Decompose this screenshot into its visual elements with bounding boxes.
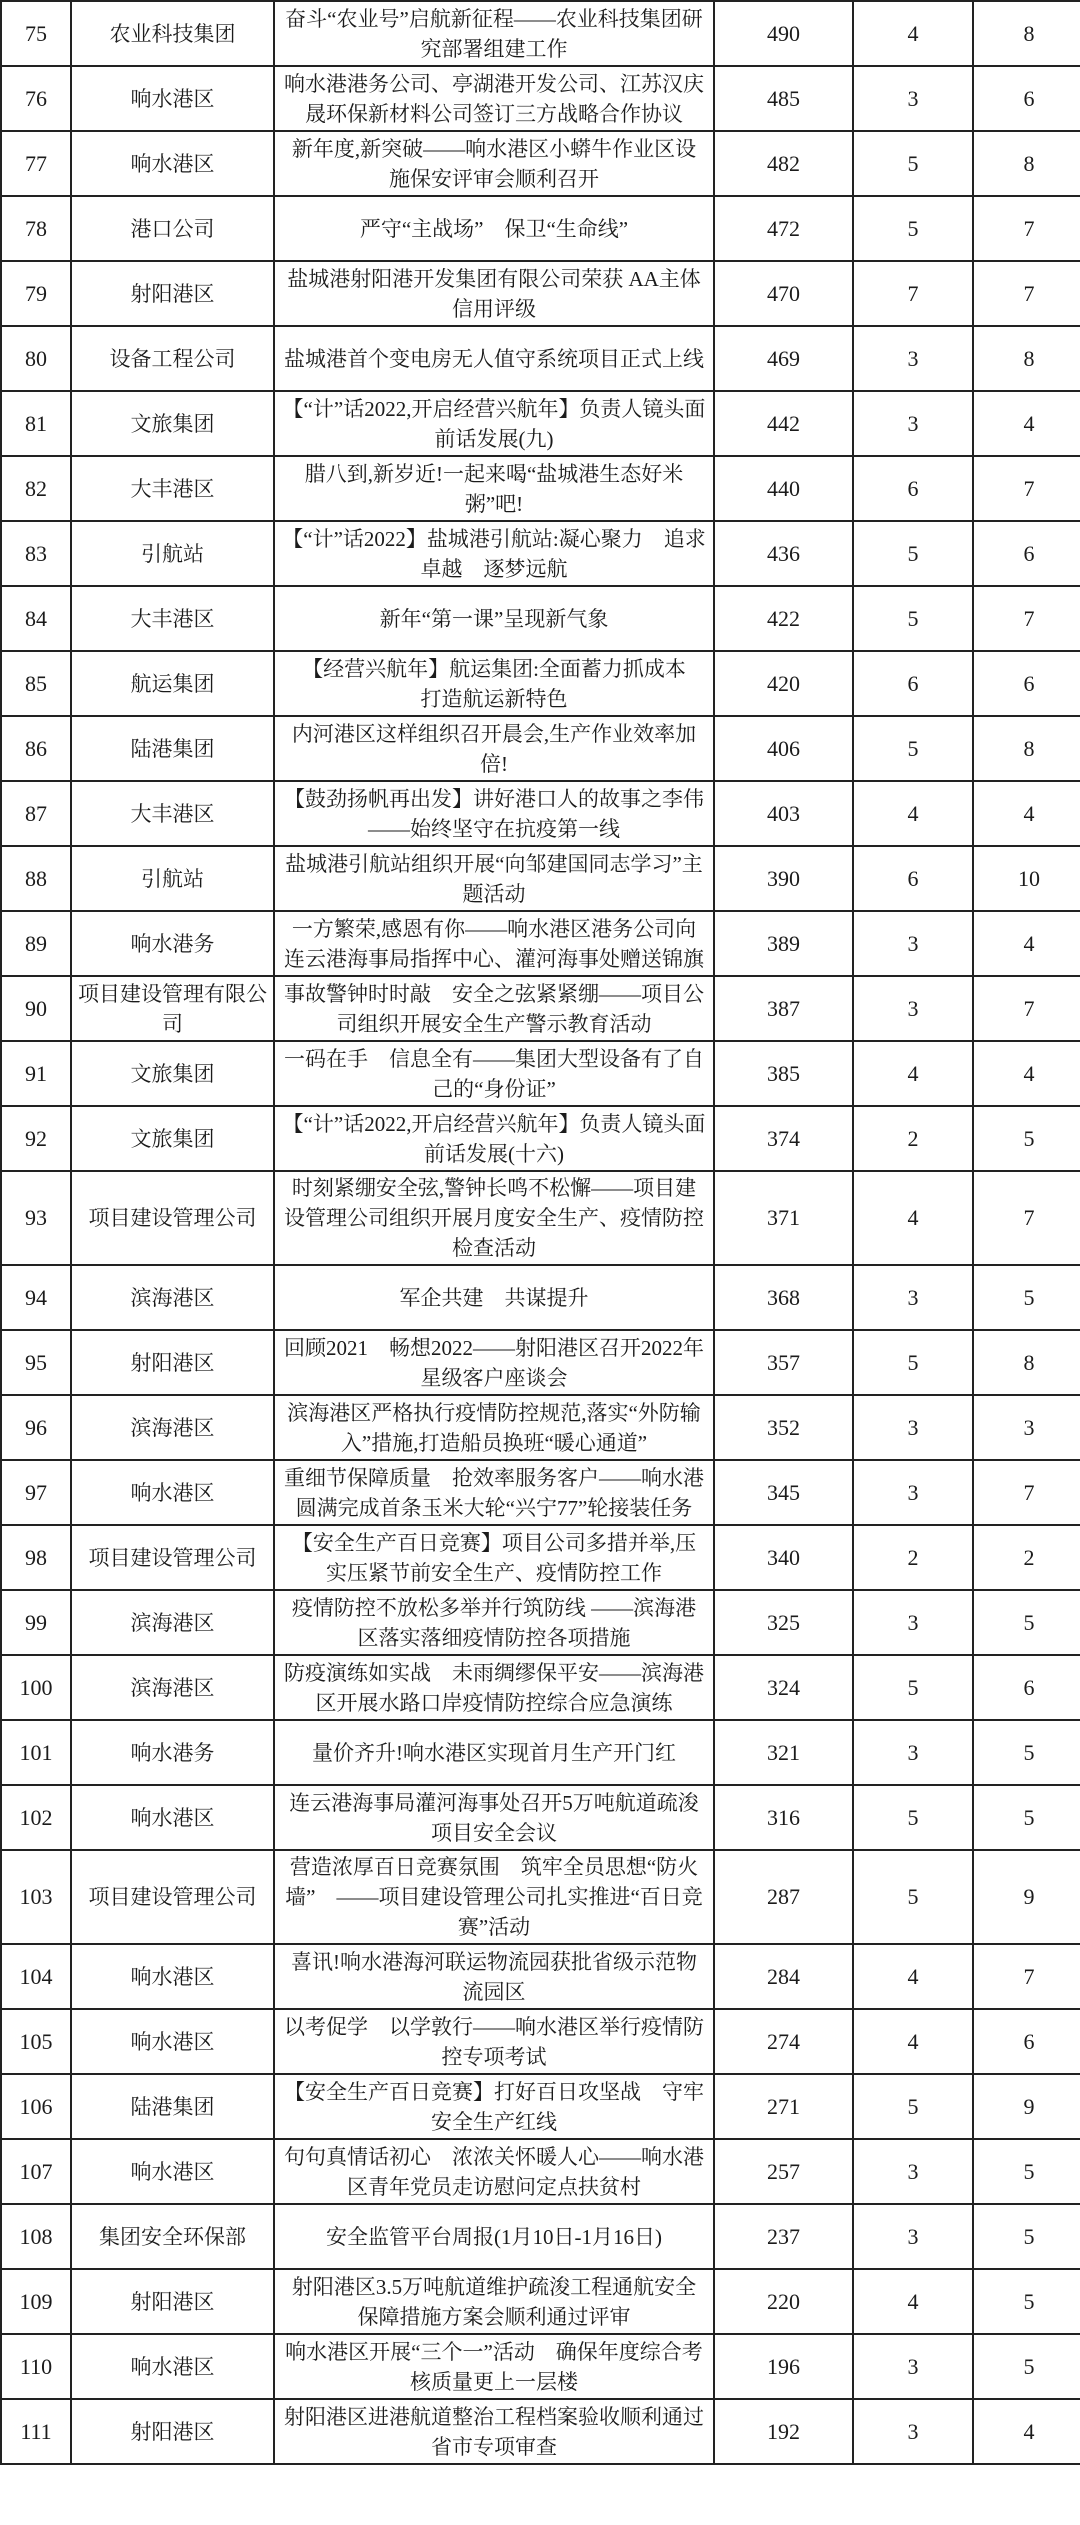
table-row (1, 2269, 1080, 2334)
num3-cell: 7 (973, 586, 1080, 651)
rank-cell: 87 (1, 781, 71, 846)
rank-cell: 111 (1, 2399, 71, 2464)
article-title-cell: 【“计”话2022,开启经营兴航年】负责人镜头面前话发展(九) (274, 391, 714, 456)
article-title-cell: 疫情防控不放松多举并行筑防线 ——滨海港区落实落细疫情防控各项措施 (274, 1590, 714, 1655)
org-cell: 项目建设管理公司 (71, 1171, 274, 1265)
num3-cell: 8 (973, 1330, 1080, 1395)
num2-cell: 3 (853, 1265, 973, 1330)
num2-cell: 3 (853, 1590, 973, 1655)
article-title-cell: 【“计”话2022】盐城港引航站:凝心聚力 追求卓越 逐梦远航 (274, 521, 714, 586)
num3-cell: 7 (973, 1944, 1080, 2009)
org-cell: 射阳港区 (71, 2269, 274, 2334)
org-cell: 响水港务 (71, 911, 274, 976)
article-title-cell: 【经营兴航年】航运集团:全面蓄力抓成本 打造航运新特色 (274, 651, 714, 716)
table-row (1, 1460, 1080, 1525)
rank-cell: 107 (1, 2139, 71, 2204)
table-row (1, 846, 1080, 911)
org-cell: 引航站 (71, 846, 274, 911)
rank-cell: 106 (1, 2074, 71, 2139)
table-row (1, 196, 1080, 261)
num2-cell: 4 (853, 2009, 973, 2074)
num1-cell: 237 (714, 2204, 853, 2269)
num1-cell: 271 (714, 2074, 853, 2139)
article-title-cell: 【鼓劲扬帆再出发】讲好港口人的故事之李伟——始终坚守在抗疫第一线 (274, 781, 714, 846)
rank-cell: 99 (1, 1590, 71, 1655)
num2-cell: 3 (853, 2334, 973, 2399)
article-title-cell: 军企共建 共谋提升 (274, 1265, 714, 1330)
num3-cell: 8 (973, 1, 1080, 66)
org-cell: 滨海港区 (71, 1590, 274, 1655)
num2-cell: 3 (853, 66, 973, 131)
org-cell: 响水港区 (71, 131, 274, 196)
num2-cell: 5 (853, 196, 973, 261)
table-row (1, 2139, 1080, 2204)
num3-cell: 5 (973, 1265, 1080, 1330)
num3-cell: 7 (973, 1171, 1080, 1265)
article-title-cell: 事故警钟时时敲 安全之弦紧紧绷——项目公司组织开展安全生产警示教育活动 (274, 976, 714, 1041)
table-row (1, 1655, 1080, 1720)
table-row (1, 261, 1080, 326)
rank-cell: 100 (1, 1655, 71, 1720)
num3-cell: 8 (973, 716, 1080, 781)
article-title-cell: 防疫演练如实战 未雨绸缪保平安——滨海港区开展水路口岸疫情防控综合应急演练 (274, 1655, 714, 1720)
num1-cell: 357 (714, 1330, 853, 1395)
num1-cell: 192 (714, 2399, 853, 2464)
rank-cell: 109 (1, 2269, 71, 2334)
num2-cell: 5 (853, 1330, 973, 1395)
table-row (1, 2204, 1080, 2269)
org-cell: 陆港集团 (71, 716, 274, 781)
num2-cell: 4 (853, 1041, 973, 1106)
rank-cell: 82 (1, 456, 71, 521)
rank-cell: 92 (1, 1106, 71, 1171)
num2-cell: 7 (853, 261, 973, 326)
rank-cell: 97 (1, 1460, 71, 1525)
num1-cell: 469 (714, 326, 853, 391)
article-title-cell: 一方繁荣,感恩有你——响水港区港务公司向连云港海事局指挥中心、灌河海事处赠送锦旗 (274, 911, 714, 976)
article-title-cell: 【安全生产百日竞赛】打好百日攻坚战 守牢安全生产红线 (274, 2074, 714, 2139)
article-title-cell: 以考促学 以学敦行——响水港区举行疫情防控专项考试 (274, 2009, 714, 2074)
num3-cell: 10 (973, 846, 1080, 911)
rank-cell: 108 (1, 2204, 71, 2269)
article-title-cell: 营造浓厚百日竞赛氛围 筑牢全员思想“防火墙” ——项目建设管理公司扎实推进“百日竞赛”活动 (274, 1850, 714, 1944)
org-cell: 大丰港区 (71, 586, 274, 651)
table-row (1, 1, 1080, 66)
article-title-cell: 盐城港射阳港开发集团有限公司荣获 AA主体信用评级 (274, 261, 714, 326)
num2-cell: 5 (853, 1655, 973, 1720)
table-row (1, 1785, 1080, 1850)
table-row (1, 2399, 1080, 2464)
num1-cell: 352 (714, 1395, 853, 1460)
num3-cell: 5 (973, 1720, 1080, 1785)
num3-cell: 8 (973, 131, 1080, 196)
num1-cell: 387 (714, 976, 853, 1041)
article-title-cell: 严守“主战场” 保卫“生命线” (274, 196, 714, 261)
table-row (1, 1171, 1080, 1265)
num1-cell: 257 (714, 2139, 853, 2204)
num1-cell: 406 (714, 716, 853, 781)
rank-cell: 102 (1, 1785, 71, 1850)
num2-cell: 3 (853, 911, 973, 976)
org-cell: 港口公司 (71, 196, 274, 261)
org-cell: 文旅集团 (71, 391, 274, 456)
num3-cell: 9 (973, 1850, 1080, 1944)
num2-cell: 3 (853, 2204, 973, 2269)
org-cell: 农业科技集团 (71, 1, 274, 66)
article-title-cell: 连云港海事局灌河海事处召开5万吨航道疏浚项目安全会议 (274, 1785, 714, 1850)
rank-cell: 76 (1, 66, 71, 131)
num2-cell: 3 (853, 1395, 973, 1460)
num1-cell: 389 (714, 911, 853, 976)
num3-cell: 7 (973, 456, 1080, 521)
org-cell: 射阳港区 (71, 2399, 274, 2464)
num3-cell: 5 (973, 1106, 1080, 1171)
table-row (1, 131, 1080, 196)
num3-cell: 6 (973, 1655, 1080, 1720)
num1-cell: 368 (714, 1265, 853, 1330)
num2-cell: 4 (853, 1171, 973, 1265)
num1-cell: 284 (714, 1944, 853, 2009)
num1-cell: 196 (714, 2334, 853, 2399)
num2-cell: 4 (853, 781, 973, 846)
rank-cell: 79 (1, 261, 71, 326)
rank-cell: 104 (1, 1944, 71, 2009)
article-title-cell: 【“计”话2022,开启经营兴航年】负责人镜头面前话发展(十六) (274, 1106, 714, 1171)
num3-cell: 7 (973, 261, 1080, 326)
article-title-cell: 射阳港区进港航道整治工程档案验收顺利通过省市专项审查 (274, 2399, 714, 2464)
table-row (1, 1330, 1080, 1395)
table-row (1, 456, 1080, 521)
org-cell: 文旅集团 (71, 1106, 274, 1171)
rank-cell: 91 (1, 1041, 71, 1106)
table-row (1, 2009, 1080, 2074)
table-row (1, 326, 1080, 391)
article-title-cell: 时刻紧绷安全弦,警钟长鸣不松懈——项目建设管理公司组织开展月度安全生产、疫情防控检查活动 (274, 1171, 714, 1265)
num3-cell: 8 (973, 326, 1080, 391)
rank-cell: 95 (1, 1330, 71, 1395)
article-title-cell: 句句真情话初心 浓浓关怀暖人心——响水港区青年党员走访慰问定点扶贫村 (274, 2139, 714, 2204)
rank-cell: 77 (1, 131, 71, 196)
table-row (1, 391, 1080, 456)
num2-cell: 4 (853, 1, 973, 66)
num2-cell: 6 (853, 846, 973, 911)
num2-cell: 2 (853, 1525, 973, 1590)
org-cell: 引航站 (71, 521, 274, 586)
num1-cell: 420 (714, 651, 853, 716)
num2-cell: 3 (853, 976, 973, 1041)
article-title-cell: 安全监管平台周报(1月10日-1月16日) (274, 2204, 714, 2269)
rank-cell: 75 (1, 1, 71, 66)
table-row (1, 1041, 1080, 1106)
num2-cell: 3 (853, 2399, 973, 2464)
article-title-cell: 喜讯!响水港海河联运物流园获批省级示范物流园区 (274, 1944, 714, 2009)
rank-cell: 78 (1, 196, 71, 261)
rank-cell: 89 (1, 911, 71, 976)
num1-cell: 436 (714, 521, 853, 586)
org-cell: 响水港区 (71, 2009, 274, 2074)
org-cell: 响水港区 (71, 1944, 274, 2009)
num2-cell: 3 (853, 1720, 973, 1785)
article-title-cell: 腊八到,新岁近!一起来喝“盐城港生态好米粥”吧! (274, 456, 714, 521)
num2-cell: 5 (853, 521, 973, 586)
num1-cell: 472 (714, 196, 853, 261)
article-title-cell: 新年度,新突破——响水港区小蟒牛作业区设施保安评审会顺利召开 (274, 131, 714, 196)
table-row (1, 1395, 1080, 1460)
num2-cell: 5 (853, 716, 973, 781)
num3-cell: 6 (973, 651, 1080, 716)
num1-cell: 220 (714, 2269, 853, 2334)
table-row (1, 1525, 1080, 1590)
org-cell: 设备工程公司 (71, 326, 274, 391)
article-title-cell: 响水港港务公司、亭湖港开发公司、江苏汉庆晟环保新材料公司签订三方战略合作协议 (274, 66, 714, 131)
num1-cell: 470 (714, 261, 853, 326)
org-cell: 响水港区 (71, 1460, 274, 1525)
table-row (1, 1944, 1080, 2009)
rank-cell: 90 (1, 976, 71, 1041)
rank-cell: 84 (1, 586, 71, 651)
table-row (1, 781, 1080, 846)
num2-cell: 4 (853, 2269, 973, 2334)
ranking-table-body (1, 1, 1080, 2464)
num1-cell: 345 (714, 1460, 853, 1525)
table-row (1, 66, 1080, 131)
org-cell: 大丰港区 (71, 781, 274, 846)
rank-cell: 98 (1, 1525, 71, 1590)
num1-cell: 403 (714, 781, 853, 846)
num1-cell: 374 (714, 1106, 853, 1171)
org-cell: 响水港区 (71, 66, 274, 131)
table-row (1, 911, 1080, 976)
article-title-cell: 新年“第一课”呈现新气象 (274, 586, 714, 651)
num2-cell: 4 (853, 1944, 973, 2009)
org-cell: 项目建设管理有限公司 (71, 976, 274, 1041)
org-cell: 滨海港区 (71, 1265, 274, 1330)
num3-cell: 5 (973, 1590, 1080, 1655)
org-cell: 滨海港区 (71, 1395, 274, 1460)
num1-cell: 325 (714, 1590, 853, 1655)
num3-cell: 4 (973, 391, 1080, 456)
num3-cell: 6 (973, 2009, 1080, 2074)
rank-cell: 85 (1, 651, 71, 716)
num3-cell: 5 (973, 2204, 1080, 2269)
num3-cell: 4 (973, 781, 1080, 846)
table-row (1, 716, 1080, 781)
rank-cell: 80 (1, 326, 71, 391)
org-cell: 项目建设管理公司 (71, 1525, 274, 1590)
article-title-cell: 盐城港首个变电房无人值守系统项目正式上线 (274, 326, 714, 391)
table-row (1, 2334, 1080, 2399)
num2-cell: 3 (853, 1460, 973, 1525)
article-title-cell: 射阳港区3.5万吨航道维护疏浚工程通航安全保障措施方案会顺利通过评审 (274, 2269, 714, 2334)
table-row (1, 586, 1080, 651)
num1-cell: 485 (714, 66, 853, 131)
article-title-cell: 奋斗“农业号”启航新征程——农业科技集团研究部署组建工作 (274, 1, 714, 66)
num3-cell: 2 (973, 1525, 1080, 1590)
rank-cell: 83 (1, 521, 71, 586)
num1-cell: 385 (714, 1041, 853, 1106)
num3-cell: 7 (973, 196, 1080, 261)
rank-cell: 96 (1, 1395, 71, 1460)
rank-cell: 88 (1, 846, 71, 911)
num3-cell: 5 (973, 2269, 1080, 2334)
rank-cell: 110 (1, 2334, 71, 2399)
org-cell: 响水港区 (71, 1785, 274, 1850)
org-cell: 大丰港区 (71, 456, 274, 521)
article-title-cell: 滨海港区严格执行疫情防控规范,落实“外防输入”措施,打造船员换班“暖心通道” (274, 1395, 714, 1460)
org-cell: 文旅集团 (71, 1041, 274, 1106)
num3-cell: 7 (973, 976, 1080, 1041)
num3-cell: 5 (973, 2334, 1080, 2399)
num1-cell: 440 (714, 456, 853, 521)
num2-cell: 6 (853, 651, 973, 716)
num1-cell: 422 (714, 586, 853, 651)
org-cell: 响水港区 (71, 2139, 274, 2204)
rank-cell: 81 (1, 391, 71, 456)
num3-cell: 3 (973, 1395, 1080, 1460)
num2-cell: 3 (853, 326, 973, 391)
num1-cell: 274 (714, 2009, 853, 2074)
article-title-cell: 响水港区开展“三个一”活动 确保年度综合考核质量更上一层楼 (274, 2334, 714, 2399)
article-title-cell: 内河港区这样组织召开晨会,生产作业效率加倍! (274, 716, 714, 781)
article-title-cell: 盐城港引航站组织开展“向邹建国同志学习”主题活动 (274, 846, 714, 911)
org-cell: 射阳港区 (71, 1330, 274, 1395)
rank-cell: 94 (1, 1265, 71, 1330)
num1-cell: 321 (714, 1720, 853, 1785)
rank-cell: 101 (1, 1720, 71, 1785)
num2-cell: 5 (853, 2074, 973, 2139)
num2-cell: 5 (853, 1850, 973, 1944)
num3-cell: 4 (973, 1041, 1080, 1106)
num2-cell: 2 (853, 1106, 973, 1171)
num3-cell: 7 (973, 1460, 1080, 1525)
num2-cell: 3 (853, 391, 973, 456)
article-title-cell: 回顾2021 畅想2022——射阳港区召开2022年星级客户座谈会 (274, 1330, 714, 1395)
num2-cell: 5 (853, 131, 973, 196)
table-row (1, 1850, 1080, 1944)
table-row (1, 1590, 1080, 1655)
org-cell: 航运集团 (71, 651, 274, 716)
table-row (1, 1720, 1080, 1785)
num1-cell: 340 (714, 1525, 853, 1590)
article-title-cell: 量价齐升!响水港区实现首月生产开门红 (274, 1720, 714, 1785)
num1-cell: 371 (714, 1171, 853, 1265)
num3-cell: 5 (973, 2139, 1080, 2204)
org-cell: 响水港区 (71, 2334, 274, 2399)
num3-cell: 5 (973, 1785, 1080, 1850)
table-row (1, 521, 1080, 586)
table-row (1, 2074, 1080, 2139)
rank-cell: 105 (1, 2009, 71, 2074)
num2-cell: 5 (853, 586, 973, 651)
rank-cell: 93 (1, 1171, 71, 1265)
num2-cell: 3 (853, 2139, 973, 2204)
num2-cell: 6 (853, 456, 973, 521)
num3-cell: 4 (973, 2399, 1080, 2464)
num1-cell: 490 (714, 1, 853, 66)
org-cell: 滨海港区 (71, 1655, 274, 1720)
table-row (1, 1265, 1080, 1330)
table-row (1, 976, 1080, 1041)
table-row (1, 1106, 1080, 1171)
num1-cell: 287 (714, 1850, 853, 1944)
org-cell: 响水港务 (71, 1720, 274, 1785)
num1-cell: 390 (714, 846, 853, 911)
article-title-cell: 【安全生产百日竞赛】项目公司多措并举,压实压紧节前安全生产、疫情防控工作 (274, 1525, 714, 1590)
num2-cell: 5 (853, 1785, 973, 1850)
org-cell: 陆港集团 (71, 2074, 274, 2139)
article-title-cell: 一码在手 信息全有——集团大型设备有了自己的“身份证” (274, 1041, 714, 1106)
num1-cell: 316 (714, 1785, 853, 1850)
rank-cell: 86 (1, 716, 71, 781)
rank-cell: 103 (1, 1850, 71, 1944)
org-cell: 项目建设管理公司 (71, 1850, 274, 1944)
org-cell: 集团安全环保部 (71, 2204, 274, 2269)
num1-cell: 482 (714, 131, 853, 196)
num1-cell: 442 (714, 391, 853, 456)
article-title-cell: 重细节保障质量 抢效率服务客户——响水港圆满完成首条玉米大轮“兴宁77”轮接装任务 (274, 1460, 714, 1525)
table-row (1, 651, 1080, 716)
num3-cell: 4 (973, 911, 1080, 976)
org-cell: 射阳港区 (71, 261, 274, 326)
num1-cell: 324 (714, 1655, 853, 1720)
num3-cell: 6 (973, 521, 1080, 586)
num3-cell: 6 (973, 66, 1080, 131)
num3-cell: 9 (973, 2074, 1080, 2139)
